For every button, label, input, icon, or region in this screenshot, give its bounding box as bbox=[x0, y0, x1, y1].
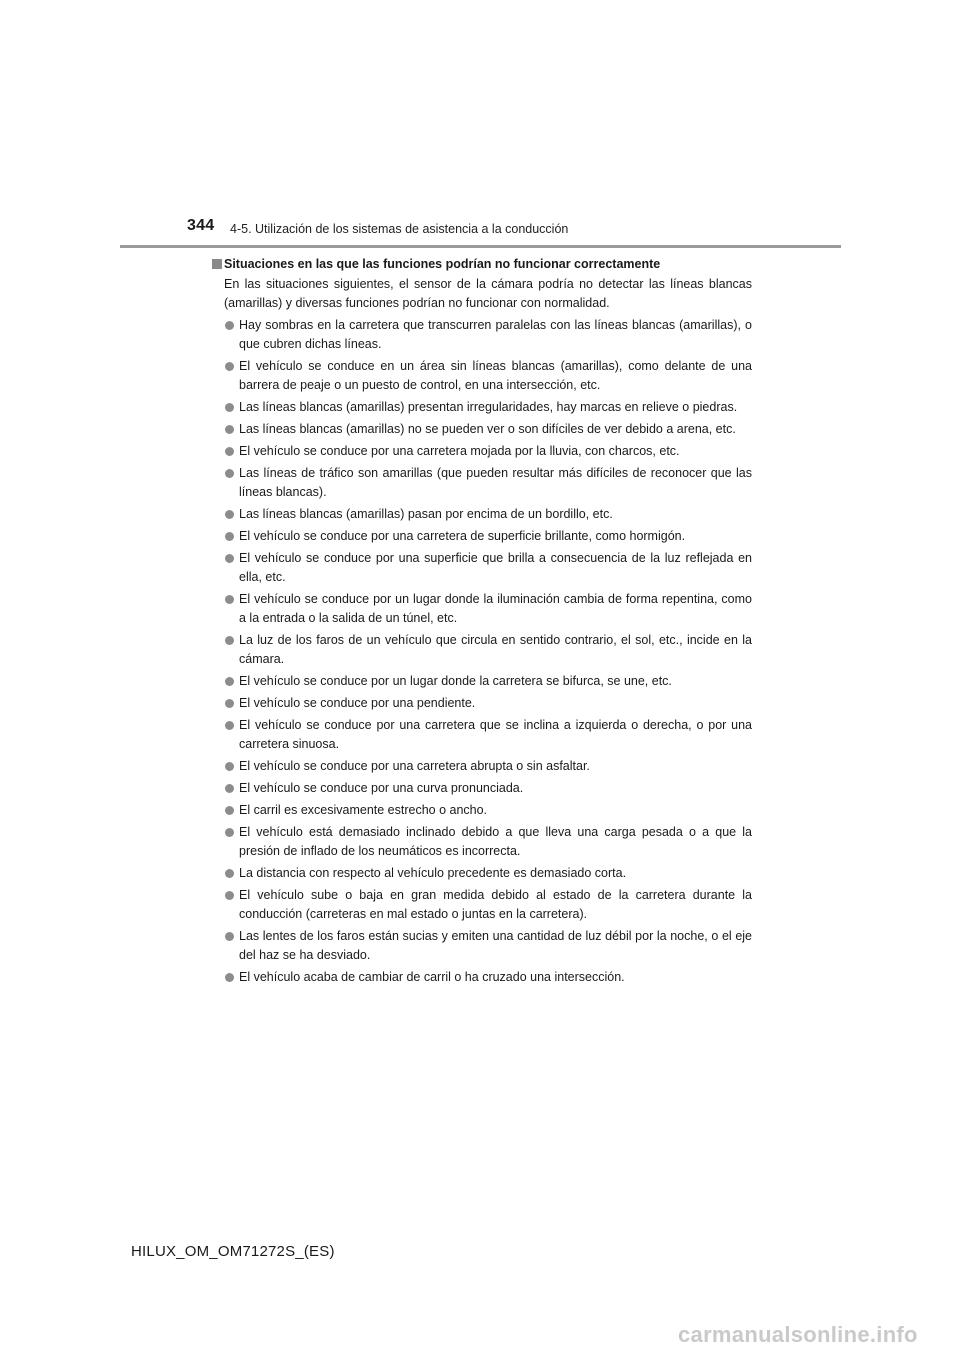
list-item-text: La luz de los faros de un vehículo que circula en sentido contrario, el sol, etc., incide en la cámara. bbox=[239, 633, 752, 666]
list-item bbox=[212, 442, 752, 461]
list-item bbox=[212, 398, 752, 417]
list-item bbox=[212, 864, 752, 883]
circle-bullet-icon bbox=[225, 806, 234, 815]
circle-bullet-icon bbox=[225, 447, 234, 456]
list-item-text: El vehículo se conduce por un lugar donde la iluminación cambia de forma repentina, como a la entrada o la salida de un túnel, etc. bbox=[239, 592, 752, 625]
list-item bbox=[212, 757, 752, 776]
circle-bullet-icon bbox=[225, 784, 234, 793]
circle-bullet-icon bbox=[225, 532, 234, 541]
list-item-text: El vehículo se conduce por una carretera mojada por la lluvia, con charcos, etc. bbox=[239, 444, 680, 458]
circle-bullet-icon bbox=[225, 677, 234, 686]
header-divider bbox=[120, 245, 841, 248]
square-bullet-icon bbox=[212, 259, 222, 269]
section-heading-text: Situaciones en las que las funciones podrían no funcionar correctamente bbox=[224, 257, 661, 271]
circle-bullet-icon bbox=[225, 636, 234, 645]
list-item bbox=[212, 823, 752, 861]
list-item-text: El vehículo se conduce por una carretera de superficie brillante, como hormigón. bbox=[239, 529, 686, 543]
list-item bbox=[212, 527, 752, 546]
circle-bullet-icon bbox=[225, 762, 234, 771]
list-item bbox=[212, 420, 752, 439]
watermark: carmanualsonline.info bbox=[678, 1322, 918, 1347]
circle-bullet-icon bbox=[225, 891, 234, 900]
list-item-text: Las líneas blancas (amarillas) pasan por encima de un bordillo, etc. bbox=[239, 507, 613, 521]
circle-bullet-icon bbox=[225, 469, 234, 478]
section-intro: En las situaciones siguientes, el sensor de la cámara podría no detectar las líneas blancas (amarillas) y diversas funciones podrían no funcionar con normalidad. bbox=[224, 277, 752, 310]
list-item-text: El vehículo se conduce por una pendiente. bbox=[239, 696, 476, 710]
list-item bbox=[212, 631, 752, 669]
list-item bbox=[212, 672, 752, 691]
list-item bbox=[212, 927, 752, 965]
main-content bbox=[212, 255, 752, 987]
list-item-text: La distancia con respecto al vehículo precedente es demasiado corta. bbox=[239, 866, 627, 880]
list-item bbox=[212, 549, 752, 587]
list-item-text: El vehículo se conduce por una curva pronunciada. bbox=[239, 781, 524, 795]
list-item-text: Hay sombras en la carretera que transcurren paralelas con las líneas blancas (amarillas), o que cubren dichas líneas. bbox=[239, 318, 752, 351]
circle-bullet-icon bbox=[225, 425, 234, 434]
list-item-text: El vehículo se conduce por una superficie que brilla a consecuencia de la luz reflejada en ella, etc. bbox=[239, 551, 752, 584]
list-item-text: El vehículo se conduce por una carretera abrupta o sin asfaltar. bbox=[239, 759, 590, 773]
list-item bbox=[212, 716, 752, 754]
circle-bullet-icon bbox=[225, 869, 234, 878]
circle-bullet-icon bbox=[225, 554, 234, 563]
circle-bullet-icon bbox=[225, 595, 234, 604]
list-item-text: El vehículo está demasiado inclinado debido a que lleva una carga pesada o a que la presión de inflado de los neumáticos es incorrecta. bbox=[239, 825, 752, 858]
chapter-title: 4-5. Utilización de los sistemas de asistencia a la conducción bbox=[230, 222, 569, 236]
list-item bbox=[212, 886, 752, 924]
list-item-text: El vehículo acaba de cambiar de carril o ha cruzado una intersección. bbox=[239, 970, 625, 984]
list-item bbox=[212, 316, 752, 354]
list-item-text: El vehículo se conduce en un área sin líneas blancas (amarillas), como delante de una barrera de peaje o un puesto de control, en una intersección, etc. bbox=[239, 359, 752, 392]
list-item bbox=[212, 694, 752, 713]
list-item-text: Las líneas blancas (amarillas) presentan irregularidades, hay marcas en relieve o piedras. bbox=[239, 400, 738, 414]
page-number: 344 bbox=[187, 217, 215, 234]
list-item bbox=[212, 779, 752, 798]
bullet-list bbox=[212, 316, 752, 987]
list-item-text: Las líneas blancas (amarillas) no se pueden ver o son difíciles de ver debido a arena, etc. bbox=[239, 422, 736, 436]
circle-bullet-icon bbox=[225, 510, 234, 519]
circle-bullet-icon bbox=[225, 973, 234, 982]
circle-bullet-icon bbox=[225, 699, 234, 708]
list-item-text: El carril es excesivamente estrecho o ancho. bbox=[239, 803, 488, 817]
list-item-text: El vehículo se conduce por un lugar donde la carretera se bifurca, se une, etc. bbox=[239, 674, 672, 688]
circle-bullet-icon bbox=[225, 362, 234, 371]
document-code: HILUX_OM_OM71272S_(ES) bbox=[131, 1243, 335, 1260]
list-item-text: El vehículo sube o baja en gran medida debido al estado de la carretera durante la conducción (carreteras en mal estado o juntas en la carretera). bbox=[239, 888, 752, 921]
circle-bullet-icon bbox=[225, 721, 234, 730]
circle-bullet-icon bbox=[225, 403, 234, 412]
circle-bullet-icon bbox=[225, 932, 234, 941]
section-heading bbox=[212, 255, 752, 274]
list-item bbox=[212, 464, 752, 502]
list-item-text: El vehículo se conduce por una carretera que se inclina a izquierda o derecha, o por una carretera sinuosa. bbox=[239, 718, 752, 751]
list-item bbox=[212, 505, 752, 524]
circle-bullet-icon bbox=[225, 321, 234, 330]
list-item-text: Las lentes de los faros están sucias y emiten una cantidad de luz débil por la noche, o el eje del haz se ha desviado. bbox=[239, 929, 752, 962]
list-item bbox=[212, 357, 752, 395]
list-item-text: Las líneas de tráfico son amarillas (que pueden resultar más difíciles de reconocer que las líneas blancas). bbox=[239, 466, 752, 499]
circle-bullet-icon bbox=[225, 828, 234, 837]
list-item bbox=[212, 590, 752, 628]
list-item bbox=[212, 968, 752, 987]
list-item bbox=[212, 801, 752, 820]
